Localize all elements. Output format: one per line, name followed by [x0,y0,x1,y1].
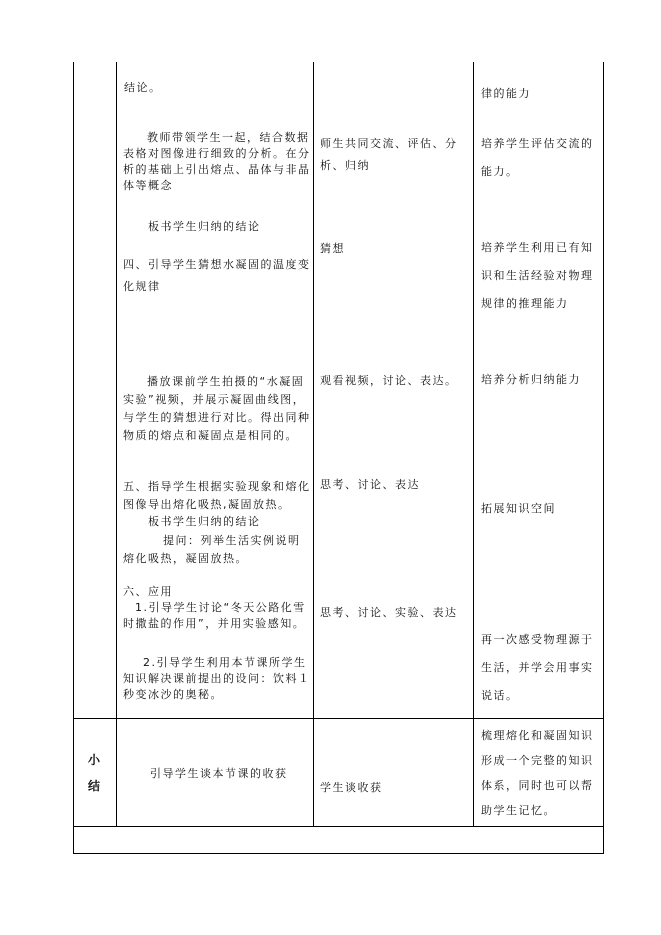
teacher-text-board-2: 板书学生归纳的结论 [148,515,261,528]
teacher-text-question: 提问：列举生活实例说明熔化吸热，凝固放热。 [123,534,301,565]
row-divider-summary-top [73,718,604,719]
table-border-left [73,62,74,854]
summary-teacher-text: 引导学生谈本节课的收获 [150,767,288,780]
summary-label-top: 小 [88,753,102,767]
student-text-guess: 猜想 [320,242,345,255]
table-border-bottom [73,853,604,854]
summary-label-bottom: 结 [88,779,102,793]
teacher-text-video: 播放课前学生拍摄的“水凝固实验”视频，并展示凝固曲线图，与学生的猜想进行对比。得出同种物质的熔点和凝固点是相同的。 [123,375,311,442]
table-divider-3 [473,62,474,826]
teacher-text-application-2: 2.引导学生利用本节课所学生知识解决课前提出的设问：饮料１秒变冰沙的奥秘。 [123,656,311,701]
table-divider-1 [116,62,117,826]
student-text-discussion: 师生共同交流、评估、分析、归纳 [320,137,458,172]
table-border-right [603,62,604,854]
summary-purpose-text: 梳理熔化和凝固知识形成一个完整的知识体系，同时也可以帮助学生记忆。 [481,729,594,817]
teacher-text-application-1: 1.引导学生讨论“冬天公路化雪时撒盐的作用”，并用实验感知。 [123,601,306,630]
table-divider-2 [313,62,314,826]
student-text-think-1: 思考、讨论、表达 [320,478,420,491]
summary-student-text: 学生谈收获 [320,781,383,794]
purpose-text-reasoning: 培养学生利用已有知识和生活经验对物理规律的推理能力 [481,241,594,310]
teacher-text-analysis: 教师带领学生一起，结合数据表格对图像进行细致的分析。在分析的基础上引出熔点、晶体与非晶体等概念 [123,131,311,192]
teacher-text-section-5: 五、指导学生根据实验现象和熔化图像导出熔化吸热,凝固放热。 [123,480,311,511]
row-divider-summary-bottom [73,826,604,827]
student-text-think-2: 思考、讨论、实验、表达 [320,606,458,619]
teacher-text-section-4: 四、引导学生猜想水凝固的温度变化规律 [123,258,311,293]
student-text-watch-video: 观看视频，讨论、表达。 [320,374,458,387]
purpose-text-law: 律的能力 [481,87,531,100]
purpose-text-life: 再一次感受物理源于生活，并学会用事实说话。 [481,633,594,702]
teacher-text-conclusion: 结论。 [124,81,162,94]
purpose-text-expand: 拓展知识空间 [481,502,556,515]
teacher-text-board-1: 板书学生归纳的结论 [148,220,261,233]
purpose-text-analysis: 培养分析归纳能力 [481,373,581,386]
purpose-text-evaluate: 培养学生评估交流的能力。 [481,137,594,178]
teacher-text-section-6: 六、应用 [123,585,173,598]
